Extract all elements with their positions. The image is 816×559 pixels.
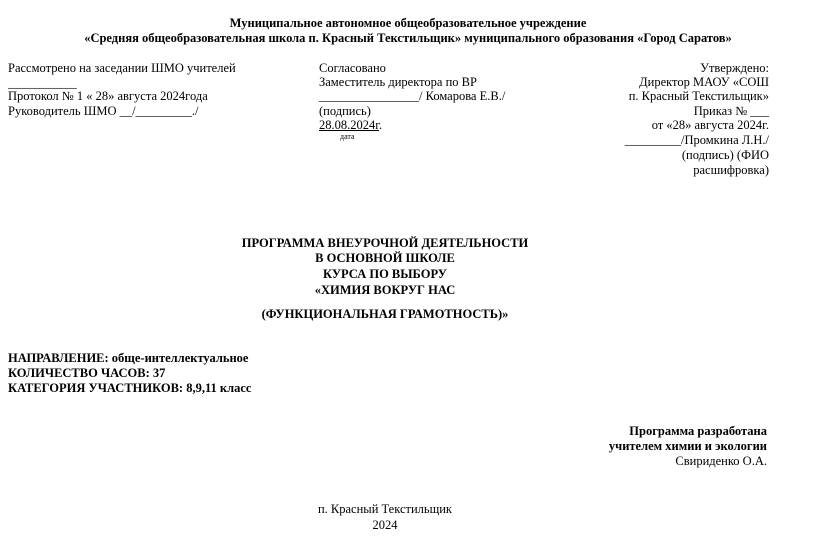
agreement-signature: ________________/ Комарова Е.В./ bbox=[319, 89, 506, 103]
footer-year: 2024 bbox=[372, 518, 398, 532]
program-title-line-1: ПРОГРАММА ВНЕУРОЧНОЙ ДЕЯТЕЛЬНОСТИ bbox=[241, 236, 529, 250]
program-category: КАТЕГОРИЯ УЧАСТНИКОВ: 8,9,11 класс bbox=[8, 381, 252, 395]
agreement-title: Согласовано bbox=[319, 61, 386, 75]
agreement-date: 28.08.2024г bbox=[319, 118, 379, 132]
review-line-1: Рассмотрено на заседании ШМО учителей bbox=[8, 61, 236, 75]
approval-title: Утверждено: bbox=[700, 61, 769, 75]
approval-school: п. Красный Текстильщик» bbox=[628, 89, 769, 103]
program-hours: КОЛИЧЕСТВО ЧАСОВ: 37 bbox=[8, 366, 166, 380]
approval-order: Приказ № ___ bbox=[693, 104, 769, 118]
program-title-line-4: «ХИМИЯ ВОКРУГ НАС bbox=[314, 283, 456, 297]
agreement-date-label: дата bbox=[340, 132, 355, 141]
approval-signature: _________/Промкина Л.Н./ bbox=[624, 133, 769, 147]
program-title-line-5: (ФУНКЦИОНАЛЬНАЯ ГРАМОТНОСТЬ)» bbox=[261, 307, 509, 321]
program-title-line-2: В ОСНОВНОЙ ШКОЛЕ bbox=[315, 251, 455, 265]
institution-name: Муниципальное автономное общеобразовательное учреждение bbox=[229, 16, 587, 30]
footer-place: п. Красный Текстильщик bbox=[317, 502, 453, 516]
approval-name-label: расшифровка) bbox=[693, 163, 769, 177]
school-name: «Средняя общеобразовательная школа п. Красный Текстильщик» муниципального образования «Город Саратов» bbox=[84, 31, 732, 45]
approval-position: Директор МАОУ «СОШ bbox=[639, 75, 769, 89]
review-protocol: Протокол № 1 « 28» августа 2024года bbox=[8, 89, 208, 103]
author-line-2: учителем химии и экологии bbox=[608, 439, 767, 453]
approval-date: от «28» августа 2024г. bbox=[651, 118, 769, 132]
agreement-date-suffix: . bbox=[378, 118, 383, 132]
agreement-date-row bbox=[319, 118, 382, 133]
author-name: Свириденко О.А. bbox=[675, 454, 767, 468]
review-line-2: ___________ bbox=[8, 76, 77, 90]
agreement-position: Заместитель директора по ВР bbox=[319, 75, 477, 89]
agreement-sign-label: (подпись) bbox=[319, 104, 371, 118]
approval-sign-label: (подпись) (ФИО bbox=[681, 148, 769, 162]
author-line-1: Программа разработана bbox=[629, 424, 767, 438]
program-direction: НАПРАВЛЕНИЕ: обще-интеллектуальное bbox=[8, 351, 249, 365]
review-head: Руководитель ШМО __/_________./ bbox=[8, 104, 199, 118]
program-title-line-3: КУРСА ПО ВЫБОРУ bbox=[323, 267, 447, 281]
